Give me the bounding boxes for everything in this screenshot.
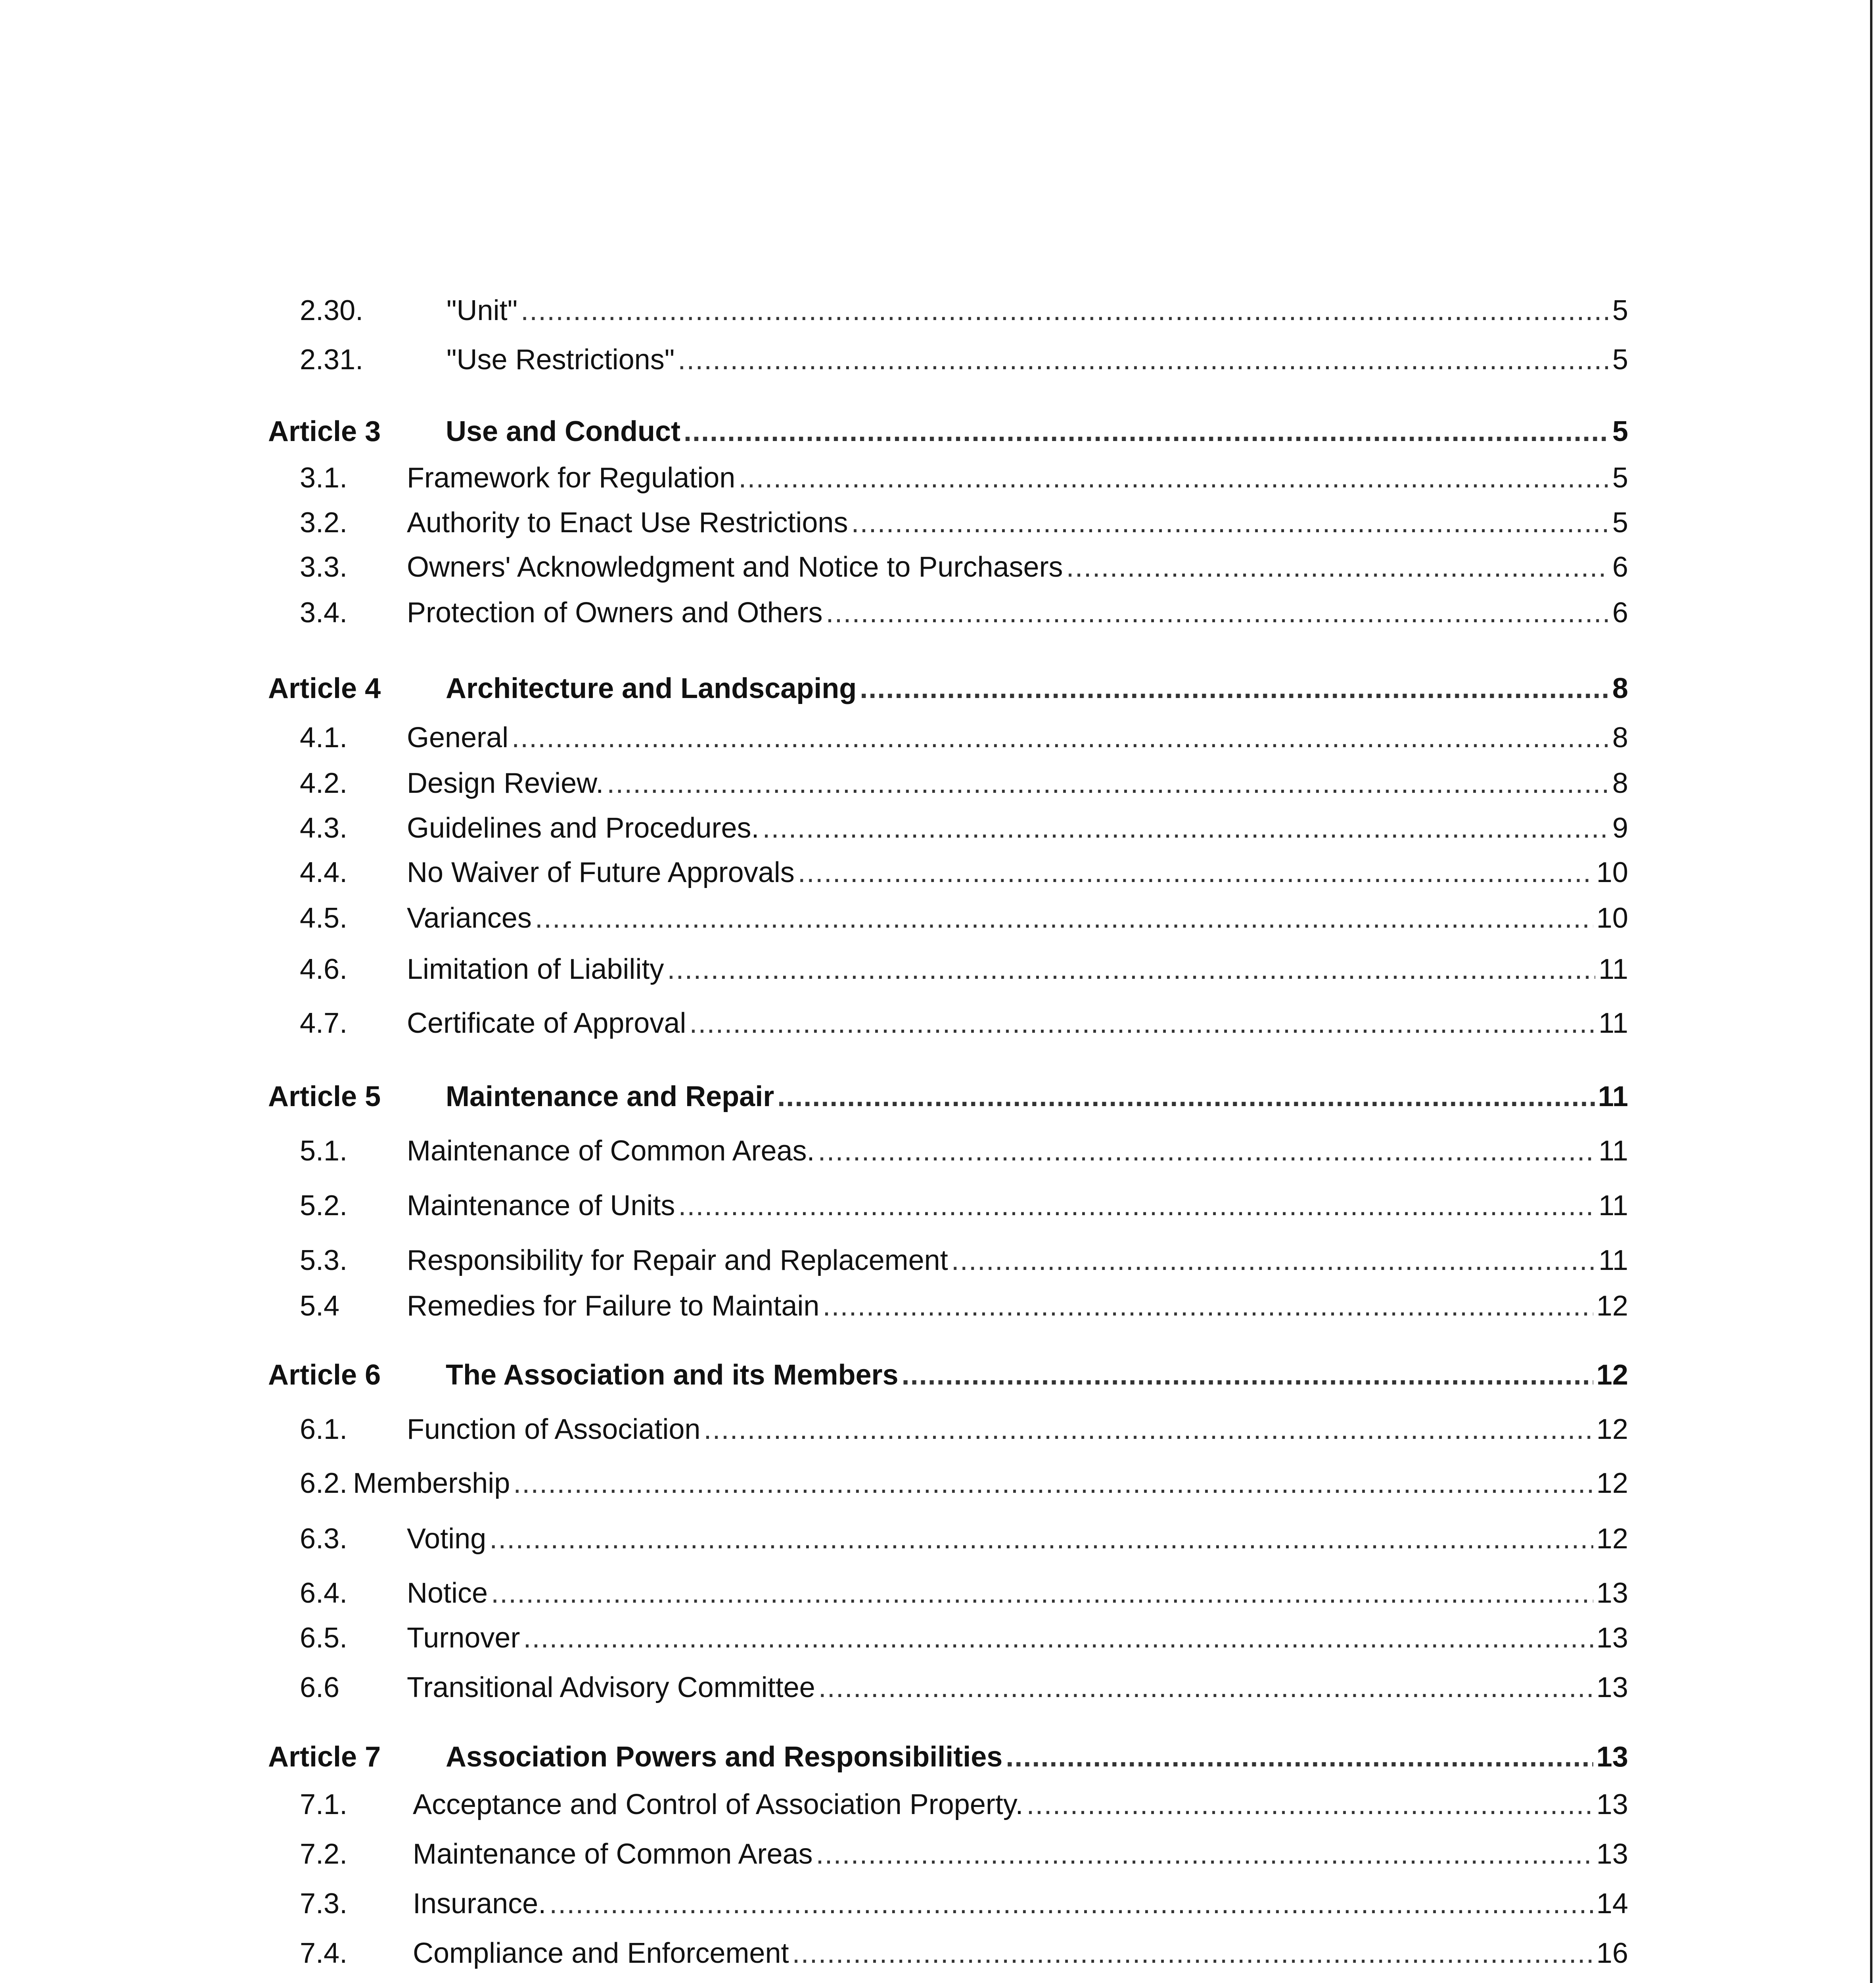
- toc-entry-title: No Waiver of Future Approvals: [407, 857, 795, 888]
- toc-section-row: [268, 503, 1628, 543]
- toc-leader-dots: [860, 669, 1609, 708]
- toc-section-row: [268, 1884, 1628, 1924]
- toc-entry-title: Variances: [407, 902, 532, 934]
- toc-entry-page: 5: [1612, 344, 1628, 376]
- toc-leader-dots: [535, 898, 1593, 938]
- toc-entry-number: Article 5: [268, 1081, 381, 1112]
- toc-entry-page: 5: [1612, 416, 1628, 447]
- toc-section-row: [268, 458, 1628, 498]
- toc-entry-number: 7.1.: [300, 1789, 348, 1820]
- toc-section-row: [268, 853, 1628, 892]
- toc-entry-number: 4.2.: [300, 767, 348, 799]
- toc-leader-dots: [513, 1463, 1593, 1503]
- toc-entry-page: 11: [1598, 1190, 1628, 1222]
- toc-entry-title: Association Powers and Responsibilities: [446, 1741, 1003, 1773]
- toc-entry-number: Article 6: [268, 1359, 381, 1391]
- toc-leader-dots: [777, 1077, 1595, 1116]
- toc-section-row: [268, 547, 1628, 587]
- toc-entry-number: 4.3.: [300, 812, 348, 844]
- toc-entry-title: The Association and its Members: [446, 1359, 899, 1391]
- toc-leader-dots: [818, 1131, 1596, 1171]
- toc-leader-dots: [678, 340, 1609, 380]
- toc-section-row: [268, 1186, 1628, 1225]
- toc-entry-number: 6.4.: [300, 1577, 348, 1609]
- toc-entry-page: 12: [1596, 1523, 1628, 1555]
- toc-entry-title: Authority to Enact Use Restrictions: [407, 507, 848, 539]
- toc-entry-title: Insurance.: [413, 1888, 546, 1920]
- toc-entry-number: Article 7: [268, 1741, 381, 1773]
- toc-section-row: [268, 1573, 1628, 1613]
- toc-entry-title: Remedies for Failure to Maintain: [407, 1290, 820, 1322]
- toc-entry-number: 3.3.: [300, 551, 348, 583]
- toc-leader-dots: [826, 593, 1609, 633]
- toc-leader-dots: [684, 412, 1609, 451]
- toc-section-row: [268, 1410, 1628, 1449]
- toc-leader-dots: [1027, 1785, 1593, 1824]
- toc-section-row: [268, 1668, 1628, 1707]
- toc-leader-dots: [489, 1519, 1593, 1559]
- toc-leader-dots: [521, 291, 1609, 330]
- toc-leader-dots: [667, 949, 1595, 989]
- toc-leader-dots: [689, 1003, 1595, 1043]
- toc-entry-title: Protection of Owners and Others: [407, 597, 823, 629]
- toc-entry-page: 13: [1596, 1789, 1628, 1820]
- toc-entry-page: 12: [1596, 1413, 1628, 1445]
- toc-article-row: [268, 1737, 1628, 1777]
- toc-entry-title: Framework for Regulation: [407, 462, 736, 494]
- toc-entry-page: 11: [1598, 1081, 1628, 1112]
- toc-entry-number: 5.4: [300, 1290, 340, 1322]
- toc-entry-page: 10: [1596, 857, 1628, 888]
- toc-entry-page: 13: [1596, 1672, 1628, 1703]
- toc-entry-title: General: [407, 722, 509, 754]
- toc-entry-title: Acceptance and Control of Association Property.: [413, 1789, 1023, 1820]
- toc-entry-number: Article 3: [268, 416, 381, 447]
- toc-entry-page: 14: [1596, 1888, 1628, 1920]
- toc-entry-title: Turnover: [407, 1622, 520, 1654]
- toc-section-row: [268, 1834, 1628, 1874]
- toc-entry-number: 7.4.: [300, 1937, 348, 1969]
- toc-entry-number: 3.2.: [300, 507, 348, 539]
- toc-entry-number: 4.1.: [300, 722, 348, 754]
- toc-entry-title: Maintenance and Repair: [446, 1081, 774, 1112]
- toc-entry-page: 9: [1612, 812, 1628, 844]
- toc-section-row: [268, 1618, 1628, 1658]
- toc-section-row: [268, 949, 1628, 989]
- toc-entry-page: 8: [1612, 767, 1628, 799]
- toc-leader-dots: [792, 1933, 1593, 1973]
- toc-entry-title: Notice: [407, 1577, 488, 1609]
- toc-section-row: [268, 1519, 1628, 1559]
- toc-entry-page: 13: [1596, 1838, 1628, 1870]
- toc-entry-page: 12: [1596, 1467, 1628, 1499]
- toc-entry-title: Maintenance of Common Areas: [413, 1838, 813, 1870]
- toc-entry-page: 16: [1596, 1937, 1628, 1969]
- toc-section-row: [268, 340, 1628, 380]
- toc-section-row: [268, 291, 1628, 330]
- toc-leader-dots: [816, 1834, 1593, 1874]
- toc-entry-title: Membership: [353, 1467, 510, 1499]
- toc-entry-title: Responsibility for Repair and Replacement: [407, 1245, 948, 1276]
- toc-entry-page: 13: [1596, 1622, 1628, 1654]
- toc-entry-title: Guidelines and Procedures.: [407, 812, 759, 844]
- toc-entry-page: 13: [1596, 1741, 1628, 1773]
- toc-entry-title: "Use Restrictions": [446, 344, 675, 376]
- toc-leader-dots: [951, 1241, 1596, 1280]
- toc-entry-number: 4.5.: [300, 902, 348, 934]
- toc-section-row: [268, 1286, 1628, 1326]
- toc-entry-title: Design Review.: [407, 767, 604, 799]
- toc-entry-title: Maintenance of Common Areas.: [407, 1135, 815, 1167]
- toc-section-row: [268, 1463, 1628, 1503]
- toc-entry-title: Compliance and Enforcement: [413, 1937, 789, 1969]
- toc-entry-number: 4.7.: [300, 1007, 348, 1039]
- toc-entry-title: Function of Association: [407, 1413, 701, 1445]
- toc-entry-title: Maintenance of Units: [407, 1190, 675, 1222]
- toc-leader-dots: [1006, 1737, 1593, 1777]
- toc-entry-number: 6.6: [300, 1672, 340, 1703]
- toc-entry-number: 2.31.: [300, 344, 364, 376]
- toc-section-row: [268, 1933, 1628, 1973]
- toc-entry-page: 13: [1596, 1577, 1628, 1609]
- toc-entry-title: "Unit": [446, 295, 518, 326]
- toc-entry-number: 6.1.: [300, 1413, 348, 1445]
- toc-section-row: [268, 718, 1628, 758]
- toc-entry-title: Transitional Advisory Committee: [407, 1672, 815, 1703]
- toc-entry-page: 12: [1596, 1290, 1628, 1322]
- toc-section-row: [268, 593, 1628, 633]
- toc-entry-number: 7.2.: [300, 1838, 348, 1870]
- toc-entry-page: 12: [1596, 1359, 1628, 1391]
- toc-leader-dots: [678, 1186, 1595, 1225]
- toc-leader-dots: [738, 458, 1609, 498]
- toc-entry-title: Voting: [407, 1523, 487, 1555]
- toc-leader-dots: [798, 853, 1593, 892]
- toc-entry-page: 6: [1612, 597, 1628, 629]
- toc-section-row: [268, 1241, 1628, 1280]
- toc-entry-page: 10: [1596, 902, 1628, 934]
- toc-leader-dots: [607, 763, 1609, 803]
- toc-article-row: [268, 412, 1628, 451]
- toc-section-row: [268, 763, 1628, 803]
- toc-entry-page: 11: [1598, 1135, 1628, 1167]
- table-of-contents: [268, 0, 1628, 1983]
- toc-section-row: [268, 1003, 1628, 1043]
- toc-section-row: [268, 808, 1628, 848]
- toc-entry-page: 5: [1612, 295, 1628, 326]
- toc-leader-dots: [822, 1286, 1593, 1326]
- toc-entry-page: 11: [1598, 1007, 1628, 1039]
- toc-entry-number: 4.6.: [300, 953, 348, 985]
- toc-leader-dots: [763, 808, 1609, 848]
- toc-entry-number: 6.3.: [300, 1523, 348, 1555]
- toc-leader-dots: [851, 503, 1609, 543]
- toc-entry-page: 8: [1612, 673, 1628, 704]
- toc-entry-number: Article 4: [268, 673, 381, 704]
- toc-section-row: [268, 898, 1628, 938]
- toc-entry-number: 5.1.: [300, 1135, 348, 1167]
- toc-entry-page: 5: [1612, 507, 1628, 539]
- toc-entry-title: Architecture and Landscaping: [446, 673, 857, 704]
- toc-section-row: [268, 1131, 1628, 1171]
- toc-article-row: [268, 1077, 1628, 1116]
- toc-leader-dots: [523, 1618, 1593, 1658]
- toc-section-row: [268, 1785, 1628, 1824]
- toc-entry-number: 3.1.: [300, 462, 348, 494]
- toc-entry-title: Owners' Acknowledgment and Notice to Purchasers: [407, 551, 1063, 583]
- toc-entry-page: 5: [1612, 462, 1628, 494]
- toc-article-row: [268, 669, 1628, 708]
- toc-leader-dots: [902, 1355, 1593, 1395]
- toc-leader-dots: [512, 718, 1609, 758]
- toc-leader-dots: [549, 1884, 1593, 1924]
- toc-entry-number: 7.3.: [300, 1888, 348, 1920]
- toc-entry-page: 11: [1598, 953, 1628, 985]
- toc-entry-page: 11: [1598, 1245, 1628, 1276]
- toc-entry-number: 4.4.: [300, 857, 348, 888]
- toc-leader-dots: [703, 1410, 1593, 1449]
- toc-entry-number: 6.2.: [300, 1467, 348, 1499]
- toc-entry-page: 8: [1612, 722, 1628, 754]
- right-border-rule: [1870, 0, 1872, 1983]
- toc-entry-number: 5.2.: [300, 1190, 348, 1222]
- toc-leader-dots: [491, 1573, 1593, 1613]
- toc-entry-number: 3.4.: [300, 597, 348, 629]
- toc-leader-dots: [1066, 547, 1609, 587]
- toc-entry-title: Use and Conduct: [446, 416, 681, 447]
- toc-entry-number: 6.5.: [300, 1622, 348, 1654]
- toc-entry-number: 5.3.: [300, 1245, 348, 1276]
- toc-entry-title: Limitation of Liability: [407, 953, 664, 985]
- toc-entry-title: Certificate of Approval: [407, 1007, 686, 1039]
- toc-leader-dots: [818, 1668, 1593, 1707]
- toc-entry-page: 6: [1612, 551, 1628, 583]
- toc-article-row: [268, 1355, 1628, 1395]
- toc-entry-number: 2.30.: [300, 295, 364, 326]
